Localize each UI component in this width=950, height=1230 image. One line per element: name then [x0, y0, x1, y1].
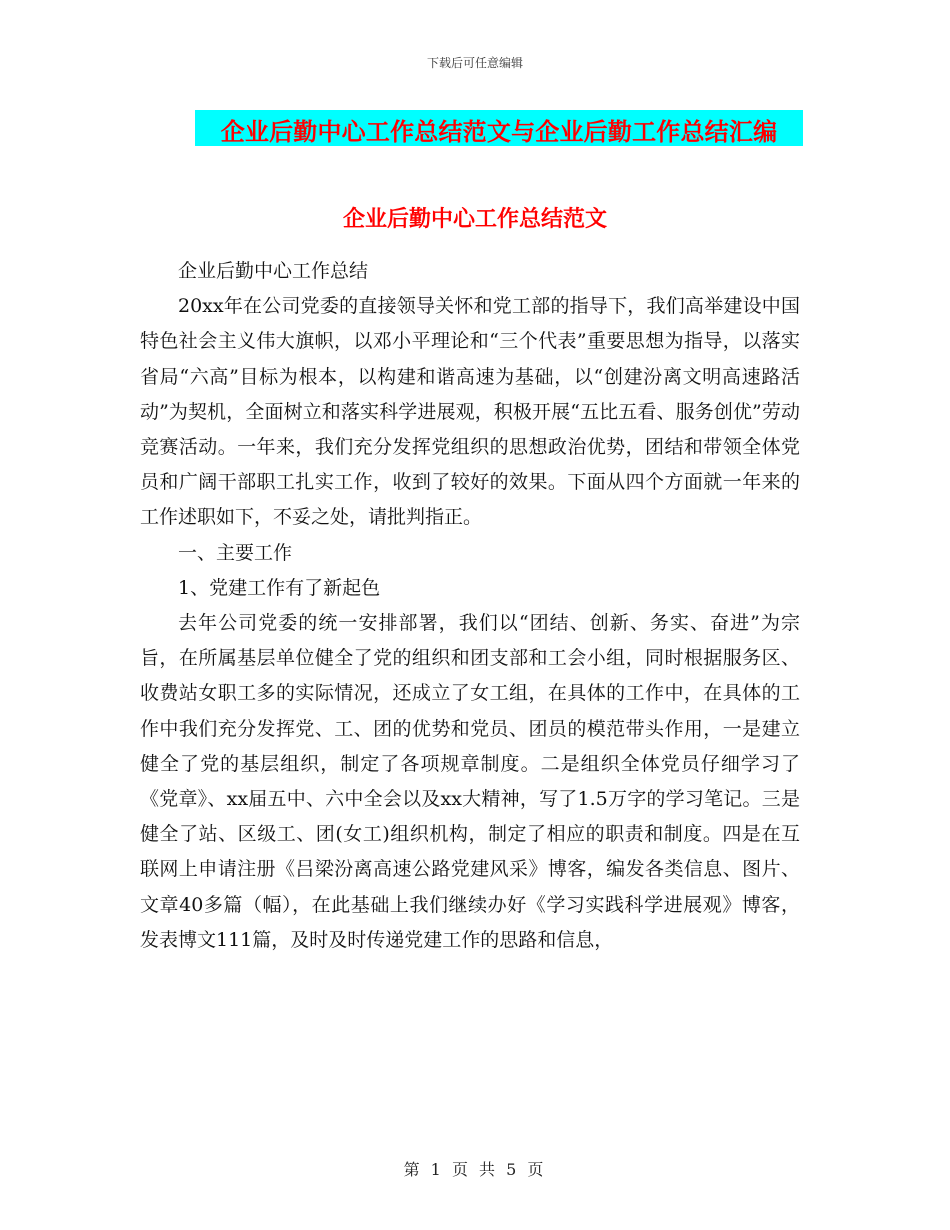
document-body	[140, 222, 800, 958]
header-note: 下载后可任意编辑	[426, 56, 523, 70]
section-heading: 一、主要工作	[178, 541, 293, 564]
paragraph: 20xx年在公司党委的直接领导关怀和党工部的指导下，我们高举建设中国特色社会主义伟大旗帜，以邓小平理论和“三个代表”重要思想为指导，以落实省局“六高”目标为根本，以构建和谐高速为基础，以“创建汾离文明高速路活动”为契机，全面树立和落实科学进展观，积极开展“五比五看、服务创优”劳动竞赛活动。一年来，我们充分发挥党组织的思想政治优势，团结和带领全体党员和广阔干部职工扎实工作，收到了较好的效果。下面从四个方面就一年来的工作述职如下，不妥之处，请批判指正。	[140, 295, 800, 529]
paragraph: 去年公司党委的统一安排部署，我们以“团结、创新、务实、奋进”为宗旨，在所属基层单位健全了党的组织和团支部和工会小组，同时根据服务区、收费站女职工多的实际情况，还成立了女工组，在具体的工作中，在具体的工作中我们充分发挥党、工、团的优势和党员、团员的模范带头作用，一是建立健全了党的基层组织，制定了各项规章制度。二是组织全体党员仔细学习了《党章》、xx届五中、六中全会以及xx大精神，写了1.5万字的学习笔记。三是健全了站、区级工、团(女工)组织机构，制定了相应的职责和制度。四是在互联网上申请注册《吕梁汾离高速公路党建风采》博客，编发各类信息、图片、文章40多篇（幅），在此基础上我们继续办好《学习实践科学进展观》博客，发表博文111篇，及时及时传递党建工作的思路和信息，	[140, 612, 800, 951]
paragraph-heading: 企业后勤中心工作总结	[178, 260, 369, 282]
section-title: 企业后勤中心工作总结范文	[342, 207, 607, 232]
subsection-heading: 1、党建工作有了新起色	[178, 576, 381, 599]
page-number: 第 1 页 共 5 页	[403, 1160, 547, 1179]
main-title: 企业后勤中心工作总结范文与企业后勤工作总结汇编	[220, 118, 778, 146]
